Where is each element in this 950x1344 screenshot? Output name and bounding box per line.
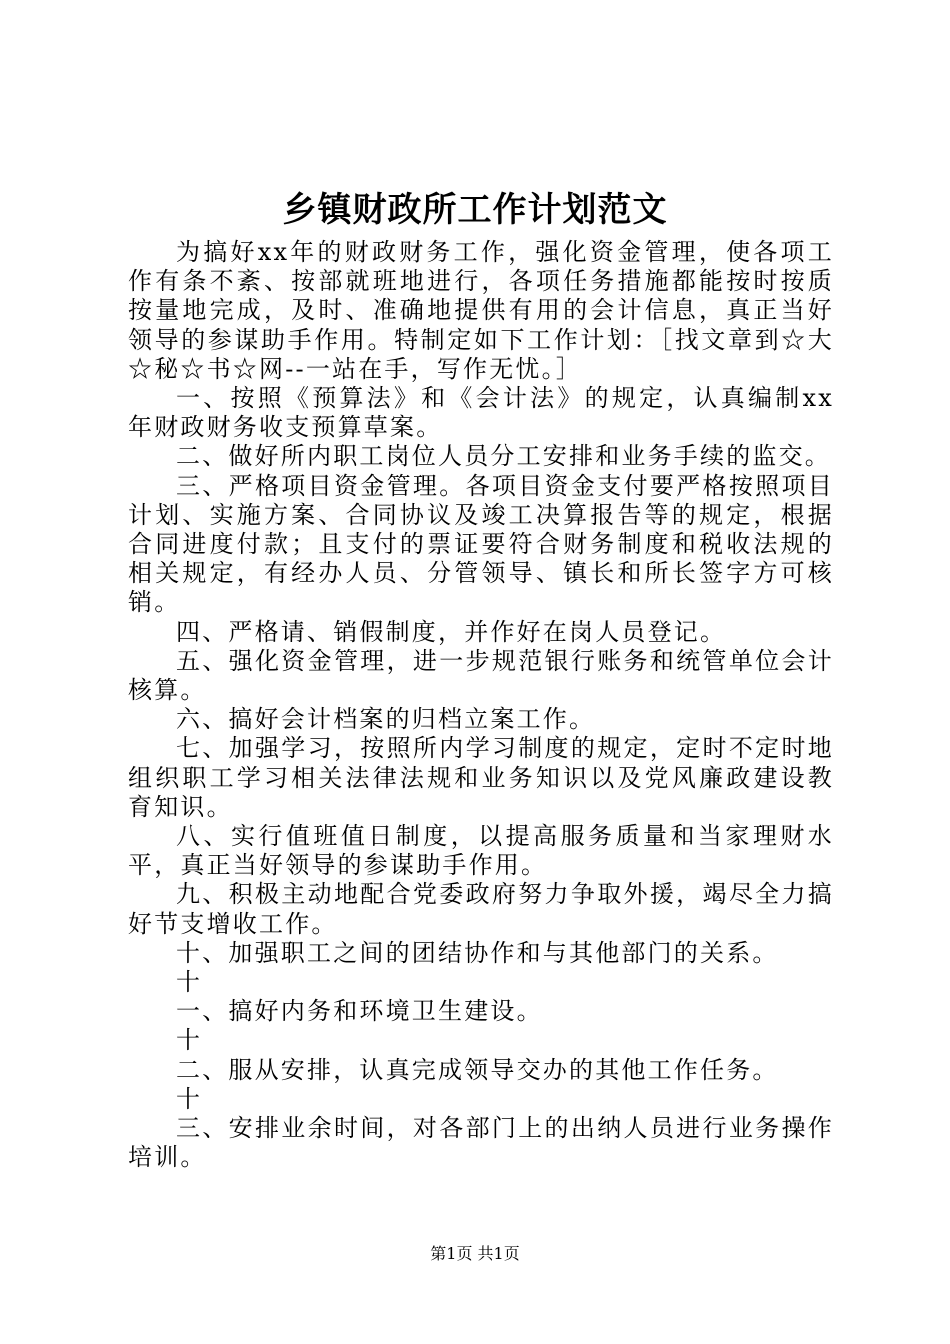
paragraph-intro: 为搞好xx年的财政财务工作，强化资金管理，使各项工作有条不紊、按部就班地进行，各项任务措施都能按时按质按量地完成，及时、准确地提供有用的会计信息，真正当好领导的参谋助手作用。特制定如下工作计划：［找文章到☆大☆秘☆书☆网--一站在手，写作无忧。］ xyxy=(128,238,834,383)
paragraph-item-13-prefix: 十 xyxy=(176,1084,203,1113)
paragraph-item-3: 三、严格项目资金管理。各项目资金支付要严格按照项目计划、实施方案、合同协议及竣工决算报告等的规定，根据合同进度付款；且支付的票证要符合财务制度和税收法规的相关规定，有经办人员、分管领导、镇长和所长签字方可核销。 xyxy=(128,471,834,617)
paragraph-item-8: 八、实行值班值日制度，以提高服务质量和当家理财水平，真正当好领导的参谋助手作用。 xyxy=(128,822,834,880)
paragraph-item-12-prefix: 十 xyxy=(176,1026,203,1055)
paragraph-item-12: 二、服从安排，认真完成领导交办的其他工作任务。 xyxy=(176,1055,779,1084)
document-body xyxy=(128,238,834,1173)
page-footer: 第1页 共1页 xyxy=(430,1244,520,1263)
paragraph-item-2: 二、做好所内职工岗位人员分工安排和业务手续的监交。 xyxy=(176,442,831,471)
paragraph-item-11: 一、搞好内务和环境卫生建设。 xyxy=(176,997,543,1026)
paragraph-item-6: 六、搞好会计档案的归档立案工作。 xyxy=(176,705,596,734)
paragraph-item-4: 四、严格请、销假制度，并作好在岗人员登记。 xyxy=(176,617,727,646)
paragraph-item-1: 一、按照《预算法》和《会计法》的规定，认真编制xx年财政财务收支预算草案。 xyxy=(128,384,834,442)
paragraph-item-9: 九、积极主动地配合党委政府努力争取外援，竭尽全力搞好节支增收工作。 xyxy=(128,880,834,938)
paragraph-item-10: 十、加强职工之间的团结协作和与其他部门的关系。 xyxy=(176,938,779,967)
paragraph-item-5: 五、强化资金管理，进一步规范银行账务和统管单位会计核算。 xyxy=(128,646,834,705)
paragraph-item-13: 三、安排业余时间，对各部门上的出纳人员进行业务操作培训。 xyxy=(128,1114,834,1172)
document-title: 乡镇财政所工作计划范文 xyxy=(282,190,668,230)
paragraph-item-11-prefix: 十 xyxy=(176,968,203,997)
paragraph-item-7: 七、加强学习，按照所内学习制度的规定，定时不定时地组织职工学习相关法律法规和业务知识以及党风廉政建设教育知识。 xyxy=(128,734,834,821)
